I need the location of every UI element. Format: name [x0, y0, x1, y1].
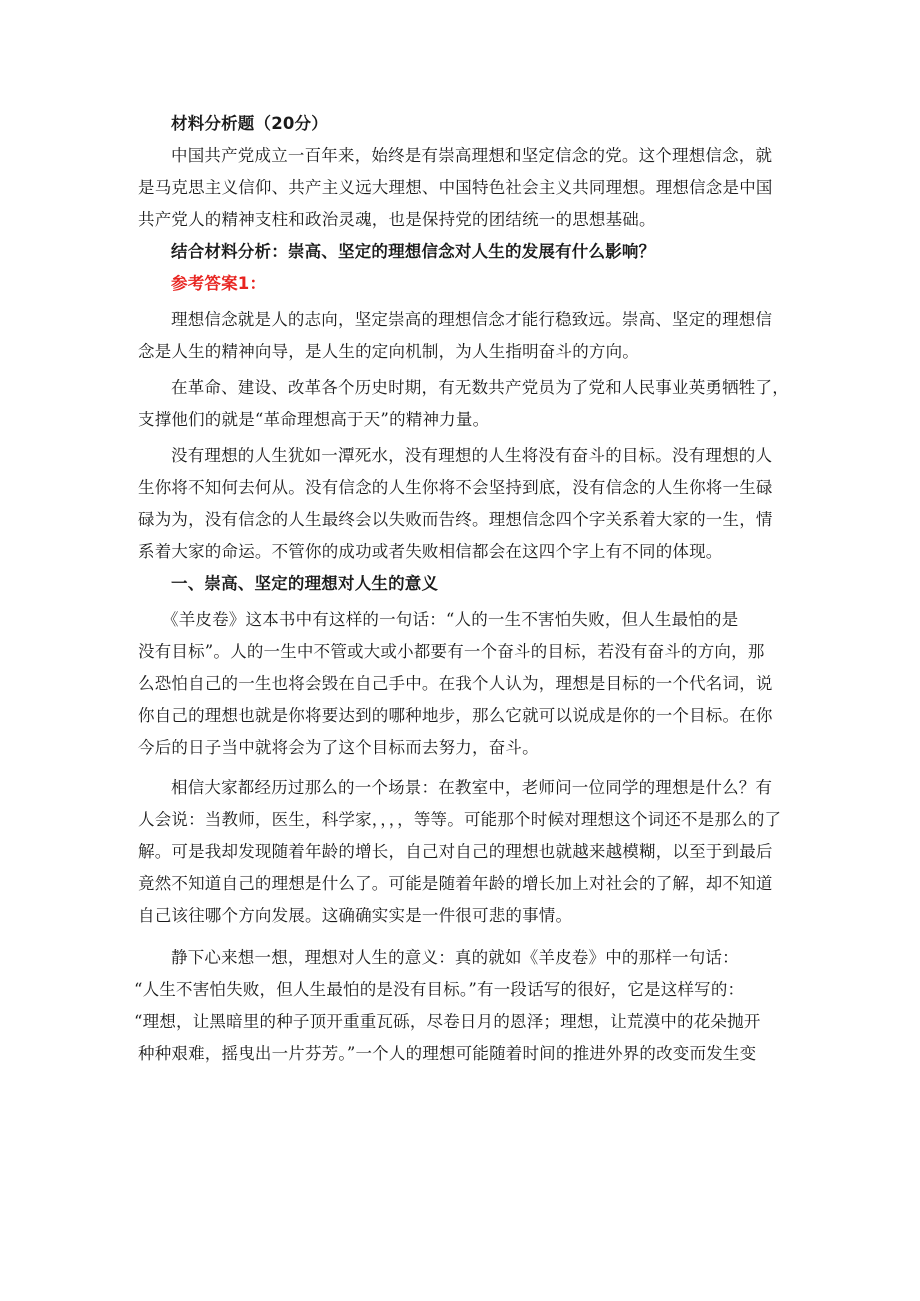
paragraph-line: 系着大家的命运。不管你的成功或者失败相信都会在这四个字上有不同的体现。: [138, 542, 723, 561]
document-body: [134, 107, 789, 1070]
answer-label: 参考答案1：: [171, 274, 267, 293]
answer-paragraph-6: [134, 942, 788, 1070]
paragraph-line: 没有理想的人生犹如一潭死水，没有理想的人生将没有奋斗的目标。没有理想的人: [171, 446, 773, 465]
paragraph-line: 你自己的理想也就是你将要达到的哪种地步，那么它就可以说成是你的一个目标。在你: [138, 706, 773, 725]
material-paragraph: [138, 140, 788, 236]
question-text: 结合材料分析：崇高、坚定的理想信念对人生的发展有什么影响？: [171, 242, 656, 261]
answer-paragraph-2: [138, 372, 788, 436]
section-heading-block: [138, 568, 788, 600]
paragraph-line: 理想信念就是人的志向，坚定崇高的理想信念才能行稳致远。崇高、坚定的理想信: [171, 310, 773, 329]
section-heading: 一、崇高、坚定的理想对人生的意义: [171, 574, 439, 593]
paragraph-line: 解。可是我却发现随着年龄的增长，自己对自己的理想也就越来越模糊，以至于到最后: [138, 842, 773, 861]
material-line: 是马克思主义信仰、共产主义远大理想、中国特色社会主义共同理想。理想信念是中国: [138, 178, 773, 197]
question-title-block: [138, 107, 788, 140]
paragraph-line: 静下心来想一想，理想对人生的意义：真的就如《羊皮卷》中的那样一句话：: [171, 948, 739, 967]
paragraph-line: 种种艰难，摇曳出一片芬芳。”一个人的理想可能随着时间的推进外界的改变而发生变: [138, 1044, 757, 1063]
answer-paragraph-5: [138, 772, 788, 932]
answer-paragraph-3: [138, 440, 788, 568]
paragraph-line: 没有目标”。人的一生中不管或大或小都要有一个奋斗的目标，若没有奋斗的方向，那: [138, 642, 765, 661]
paragraph-line: 今后的日子当中就将会为了这个目标而去努力，奋斗。: [138, 738, 539, 757]
paragraph-line: 碌为为，没有信念的人生最终会以失败而告终。理想信念四个字关系着大家的一生，情: [138, 510, 773, 529]
paragraph-line: 相信大家都经历过那么的一个场景：在教室中，老师问一位同学的理想是什么？有: [171, 778, 773, 797]
paragraph-line: 竟然不知道自己的理想是什么了。可能是随着年龄的增长加上对社会的了解，却不知道: [138, 874, 773, 893]
paragraph-line: 在革命、建设、改革各个历史时期，有无数共产党员为了党和人民事业英勇牺牲了，: [171, 378, 789, 397]
question-title: 材料分析题（20分）: [171, 114, 328, 133]
answer-paragraph-1: [138, 304, 788, 368]
paragraph-line: 生你将不知何去何从。没有信念的人生你将不会坚持到底，没有信念的人生你将一生碌: [138, 478, 773, 497]
answer-paragraph-4: [138, 604, 788, 764]
paragraph-line: “理想，让黑暗里的种子顶开重重瓦砾，尽卷日月的恩泽；理想，让荒漠中的花朵抛开: [134, 1012, 761, 1031]
answer-label-block: [138, 268, 788, 300]
paragraph-line: 念是人生的精神向导，是人生的定向机制，为人生指明奋斗的方向。: [138, 342, 639, 361]
material-line: 共产党人的精神支柱和政治灵魂，也是保持党的团结统一的思想基础。: [138, 210, 656, 229]
paragraph-line: 支撑他们的就是“革命理想高于天”的精神力量。: [138, 410, 490, 429]
paragraph-line: 人会说：当教师，医生，科学家，，，，等等。可能那个时候对理想这个词还不是那么的了: [138, 810, 782, 829]
paragraph-line: 自己该往哪个方向发展。这确确实实是一件很可悲的事情。: [138, 906, 573, 925]
material-line: 中国共产党成立一百年来，始终是有崇高理想和坚定信念的党。这个理想信念，就: [171, 146, 773, 165]
paragraph-line: 《羊皮卷》这本书中有这样的一句话：“人的一生不害怕失败，但人生最怕的是: [162, 610, 739, 629]
question-block: [138, 236, 788, 268]
paragraph-line: 么恐怕自己的一生也将会毁在自己手中。在我个人认为，理想是目标的一个代名词，说: [138, 674, 773, 693]
paragraph-line: “人生不害怕失败，但人生最怕的是没有目标。”有一段话写的很好，它是这样写的：: [134, 980, 745, 999]
